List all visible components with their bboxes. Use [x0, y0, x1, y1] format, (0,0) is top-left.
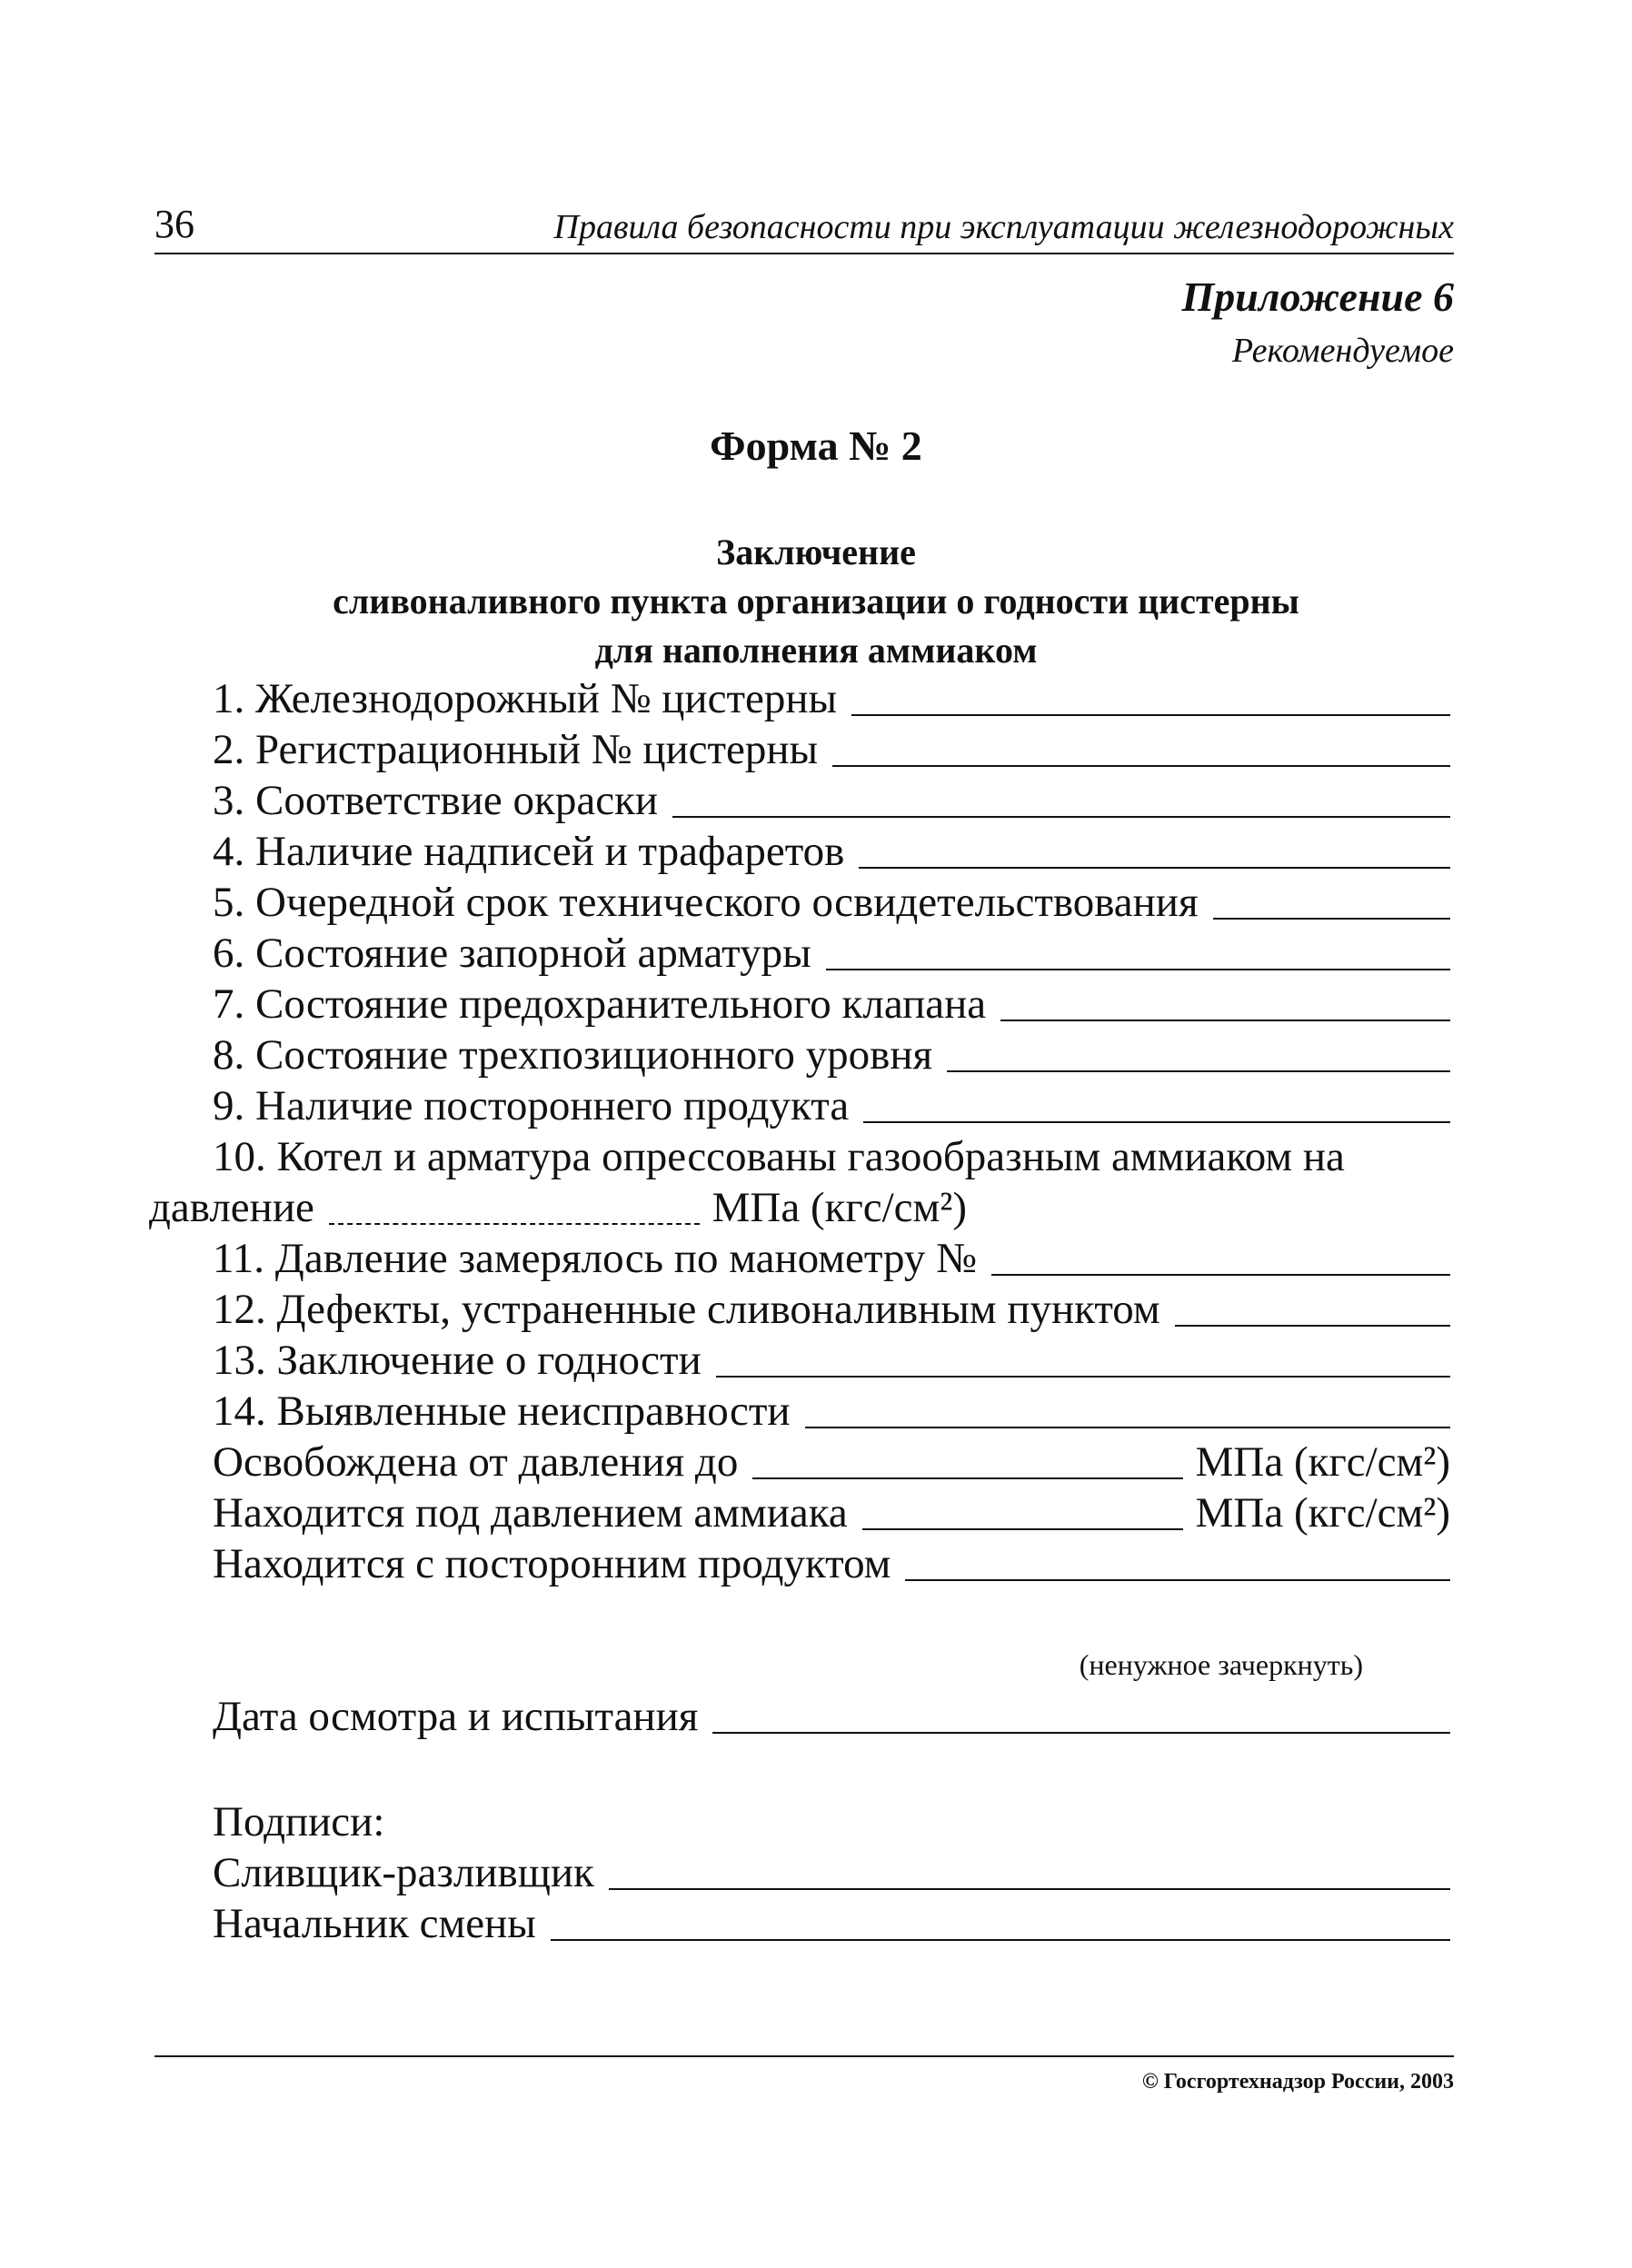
page-number: 36	[154, 202, 194, 246]
field-row	[213, 1081, 1450, 1130]
field-label: 7. Состояние предохранительного клапана	[213, 980, 987, 1028]
form-title: Форма № 2	[710, 423, 922, 469]
field-row	[213, 1387, 1450, 1436]
fill-in-line[interactable]	[859, 867, 1450, 869]
signatures-heading	[213, 1797, 1450, 1846]
field-label: 14. Выявленные неисправности	[213, 1388, 791, 1435]
field-label: 8. Состояние трехпозиционного уровня	[213, 1031, 933, 1079]
fill-in-line[interactable]	[1175, 1325, 1450, 1327]
pressure-row	[213, 1488, 1450, 1537]
pressure-unit: МПа (кгс/см²)	[712, 1184, 967, 1231]
conclusion-title-line-1: Заключение	[716, 532, 916, 572]
field-row	[213, 1030, 1450, 1079]
field-row	[213, 776, 1450, 825]
inspection-date-label: Дата осмотра и испытания	[213, 1693, 699, 1740]
fill-in-line[interactable]	[851, 714, 1450, 716]
fill-in-line[interactable]	[826, 969, 1450, 970]
field-row	[213, 1336, 1450, 1385]
pressure-fill-line[interactable]	[329, 1223, 700, 1225]
foreign-product-row	[213, 1539, 1450, 1588]
foreign-product-label: Находится с посторонним продуктом	[213, 1540, 891, 1587]
field-row	[213, 1285, 1450, 1334]
field-label: 13. Заключение о годности	[213, 1337, 702, 1384]
fill-in-line[interactable]	[712, 1732, 1450, 1734]
fill-in-line[interactable]	[905, 1579, 1450, 1581]
signature-row	[213, 1899, 1450, 1948]
pressure-row	[213, 1437, 1450, 1487]
appendix-label: Приложение 6	[1181, 274, 1454, 320]
field-label: 10. Котел и арматура опрессованы газообразным аммиаком на	[213, 1133, 1345, 1180]
signature-line[interactable]	[551, 1939, 1450, 1941]
field-label: 12. Дефекты, устраненные сливоналивным пунктом	[213, 1286, 1160, 1333]
inspection-date-row	[213, 1692, 1450, 1741]
field-row	[213, 725, 1450, 774]
field-label: 4. Наличие надписей и трафаретов	[213, 828, 845, 875]
field-label: 2. Регистрационный № цистерны	[213, 726, 819, 773]
signature-label: Начальник смены	[213, 1900, 536, 1947]
field-10-text	[213, 1132, 1450, 1181]
signature-line[interactable]	[609, 1888, 1450, 1890]
signature-row	[213, 1848, 1450, 1897]
field-label: 11. Давление замерялось по манометру №	[213, 1235, 977, 1282]
field-label: 6. Состояние запорной арматуры	[213, 930, 811, 977]
field-label: 3. Соответствие окраски	[213, 777, 659, 824]
running-header	[154, 202, 1454, 254]
running-title: Правила безопасности при эксплуатации железнодорожных	[553, 208, 1454, 246]
pressure-row-label: Освобождена от давления до	[213, 1438, 739, 1486]
fill-in-line[interactable]	[1000, 1020, 1450, 1021]
field-row	[213, 980, 1450, 1029]
fill-in-line[interactable]	[863, 1121, 1450, 1123]
conclusion-title-line-2: сливоналивного пункта организации о годности цистерны	[333, 581, 1299, 622]
field-row	[213, 878, 1450, 927]
field-row	[213, 1234, 1450, 1283]
fill-in-line[interactable]	[752, 1477, 1182, 1479]
pressure-unit: МПа (кгс/см²)	[1195, 1438, 1450, 1486]
field-label: 9. Наличие постороннего продукта	[213, 1082, 850, 1129]
field-row	[213, 674, 1450, 723]
field-row	[213, 929, 1450, 978]
fill-in-line[interactable]	[1213, 918, 1450, 920]
fill-in-line[interactable]	[716, 1376, 1450, 1378]
appendix-status: Рекомендуемое	[1231, 332, 1454, 370]
fill-in-line[interactable]	[832, 765, 1450, 767]
fill-in-line[interactable]	[991, 1274, 1450, 1276]
fill-in-line[interactable]	[947, 1070, 1450, 1072]
field-10-pressure	[149, 1183, 967, 1232]
footer-rule	[154, 2055, 1454, 2057]
signatures-heading-text: Подписи:	[213, 1798, 385, 1845]
field-label: 5. Очередной срок технического освидетельствования	[213, 879, 1199, 926]
pressure-row-label: Находится под давлением аммиака	[213, 1489, 848, 1537]
pressure-label: давление	[149, 1184, 314, 1231]
field-row	[213, 827, 1450, 876]
signature-label: Сливщик-разливщик	[213, 1849, 594, 1896]
fill-in-line[interactable]	[862, 1528, 1183, 1530]
pressure-unit: МПа (кгс/см²)	[1195, 1489, 1450, 1537]
conclusion-title-line-3: для наполнения аммиаком	[594, 630, 1038, 671]
field-label: 1. Железнодорожный № цистерны	[213, 675, 838, 722]
strike-note: (ненужное зачеркнуть)	[1079, 1648, 1363, 1681]
fill-in-line[interactable]	[672, 816, 1450, 818]
copyright: © Госгортехнадзор России, 2003	[1141, 2070, 1454, 2094]
fill-in-line[interactable]	[805, 1427, 1450, 1428]
